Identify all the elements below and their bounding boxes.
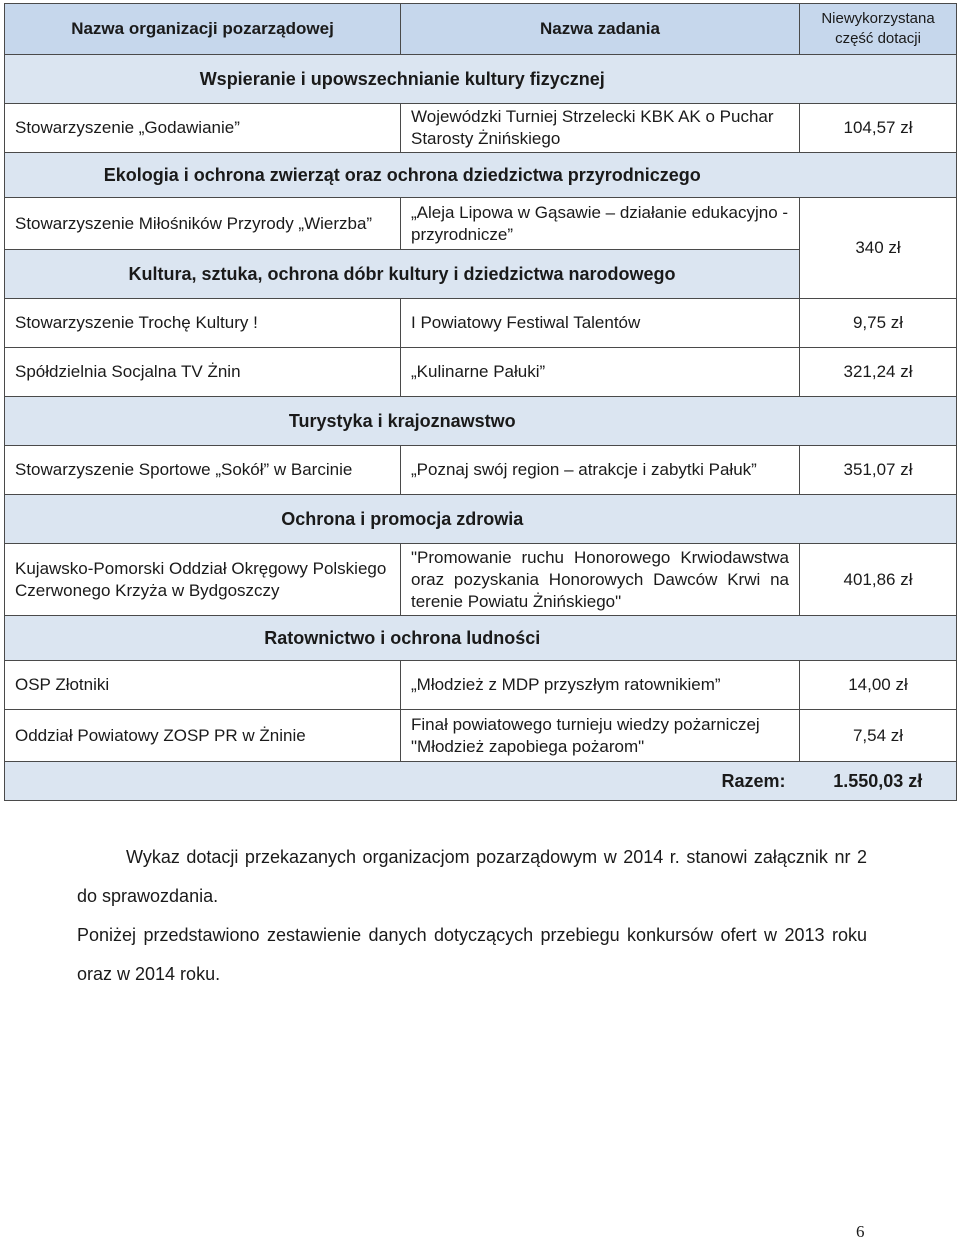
task-name: "Promowanie ruchu Honorowego Krwiodawstwa oraz pozyskania Honorowych Dawców Krwi na terenie Powiatu Żnińskiego" bbox=[401, 544, 800, 616]
total-row bbox=[5, 762, 957, 801]
org-name: Stowarzyszenie Miłośników Przyrody „Wierzba” bbox=[5, 198, 401, 250]
amount: 104,57 zł bbox=[800, 104, 957, 153]
section-title: Ekologia i ochrona zwierząt oraz ochrona dziedzictwa przyrodniczego bbox=[5, 153, 800, 198]
section-title: Ratownictwo i ochrona ludności bbox=[5, 616, 800, 661]
table-row bbox=[5, 104, 957, 153]
amount: 340 zł bbox=[800, 198, 957, 299]
amount: 7,54 zł bbox=[800, 710, 957, 762]
total-label: Razem: bbox=[5, 762, 800, 801]
section-row bbox=[5, 495, 957, 544]
header-org: Nazwa organizacji pozarządowej bbox=[5, 4, 401, 55]
amount: 321,24 zł bbox=[800, 348, 957, 397]
amount: 9,75 zł bbox=[800, 299, 957, 348]
paragraph-attachment-note: Wykaz dotacji przekazanych organizacjom pozarządowym w 2014 r. stanowi załącznik nr 2 do sprawozdania. bbox=[77, 847, 867, 906]
section-row bbox=[5, 616, 957, 661]
section-title: Kultura, sztuka, ochrona dóbr kultury i dziedzictwa narodowego bbox=[5, 250, 800, 299]
task-name: „Aleja Lipowa w Gąsawie – działanie edukacyjno - przyrodnicze” bbox=[401, 198, 800, 250]
section-title: Ochrona i promocja zdrowia bbox=[5, 495, 800, 544]
task-name: „Kulinarne Pałuki” bbox=[401, 348, 800, 397]
org-name: Oddział Powiatowy ZOSP PR w Żninie bbox=[5, 710, 401, 762]
table-row bbox=[5, 198, 957, 250]
section-row bbox=[5, 55, 957, 104]
header-task: Nazwa zadania bbox=[401, 4, 800, 55]
amount: 351,07 zł bbox=[800, 446, 957, 495]
task-name: I Powiatowy Festiwal Talentów bbox=[401, 299, 800, 348]
table-row bbox=[5, 446, 957, 495]
org-name: OSP Złotniki bbox=[5, 661, 401, 710]
table-row bbox=[5, 710, 957, 762]
amount: 14,00 zł bbox=[800, 661, 957, 710]
org-name: Stowarzyszenie Sportowe „Sokół” w Barcinie bbox=[5, 446, 401, 495]
task-name: „Młodzież z MDP przyszłym ratownikiem” bbox=[401, 661, 800, 710]
paragraph-summary-note: Poniżej przedstawiono zestawienie danych dotyczących przebiegu konkursów ofert w 2013 roku oraz w 2014 roku. bbox=[77, 925, 867, 984]
org-name: Spółdzielnia Socjalna TV Żnin bbox=[5, 348, 401, 397]
task-name: „Poznaj swój region – atrakcje i zabytki Pałuk” bbox=[401, 446, 800, 495]
section-title: Wspieranie i upowszechnianie kultury fizycznej bbox=[5, 55, 800, 104]
table-row bbox=[5, 544, 957, 616]
org-name: Stowarzyszenie Trochę Kultury ! bbox=[5, 299, 401, 348]
task-name: Finał powiatowego turnieju wiedzy pożarniczej "Młodzież zapobiega pożarom" bbox=[401, 710, 800, 762]
page-number: 6 bbox=[856, 1222, 865, 1241]
table-header-row bbox=[5, 4, 957, 55]
task-name: Wojewódzki Turniej Strzelecki KBK AK o Puchar Starosty Żnińskiego bbox=[401, 104, 800, 153]
table-row bbox=[5, 299, 957, 348]
section-title: Turystyka i krajoznawstwo bbox=[5, 397, 800, 446]
section-row bbox=[5, 397, 957, 446]
table-row bbox=[5, 661, 957, 710]
grants-table bbox=[4, 3, 957, 801]
org-name: Stowarzyszenie „Godawianie” bbox=[5, 104, 401, 153]
header-unused: Niewykorzystana część dotacji bbox=[800, 4, 957, 55]
section-row bbox=[5, 153, 957, 198]
org-name: Kujawsko-Pomorski Oddział Okręgowy Polskiego Czerwonego Krzyża w Bydgoszczy bbox=[5, 544, 401, 616]
table-row bbox=[5, 348, 957, 397]
total-value: 1.550,03 zł bbox=[800, 762, 957, 801]
amount: 401,86 zł bbox=[800, 544, 957, 616]
